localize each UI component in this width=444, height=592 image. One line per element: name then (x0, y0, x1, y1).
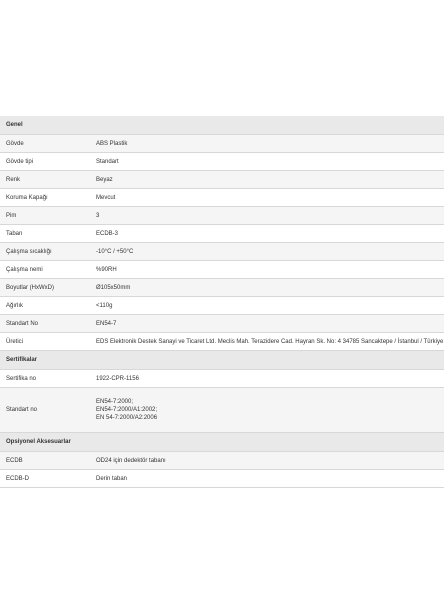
table-row (0, 333, 444, 351)
table-row (0, 153, 444, 171)
table-row (0, 370, 444, 388)
row-value: Mevcut (92, 189, 444, 207)
table-row (0, 315, 444, 333)
table-row (0, 388, 444, 433)
row-value: ABS Plastik (92, 135, 444, 153)
row-value: %90RH (92, 261, 444, 279)
row-value-line: EN54-7:2000; (96, 399, 134, 405)
row-value: EDS Elektronik Destek Sanayi ve Ticaret Ltd. Meclis Mah. Terazidere Cad. Hayran Sk. No: 4 34785 Sancaktepe / İstanbul / Türkiye (92, 333, 444, 351)
section-title: Sertifikalar (0, 351, 444, 370)
row-value-multiline (92, 388, 444, 433)
row-value: OD24 için dedektör tabanı (92, 452, 444, 470)
table-row (0, 243, 444, 261)
row-value: 3 (92, 207, 444, 225)
row-key: Pim (0, 207, 92, 225)
row-value: 1922-CPR-1156 (92, 370, 444, 388)
section-header-genel (0, 116, 444, 135)
table-row (0, 225, 444, 243)
row-value: Beyaz (92, 171, 444, 189)
row-key: Sertifika no (0, 370, 92, 388)
row-value: <110g (92, 297, 444, 315)
row-key: Gövde (0, 135, 92, 153)
row-value-line: EN 54-7:2000/A2:2006 (96, 415, 158, 421)
row-key: ECDB (0, 452, 92, 470)
table-row (0, 470, 444, 488)
row-key: Standart No (0, 315, 92, 333)
table-row (0, 189, 444, 207)
section-title: Genel (0, 116, 444, 135)
row-key: Çalışma sıcaklığı (0, 243, 92, 261)
table-row (0, 135, 444, 153)
row-key: ECDB-D (0, 470, 92, 488)
table-row (0, 207, 444, 225)
row-value: Standart (92, 153, 444, 171)
row-key: Standart no (0, 388, 92, 433)
row-value: -10°C / +50°C (92, 243, 444, 261)
row-value: ECDB-3 (92, 225, 444, 243)
row-key: Renk (0, 171, 92, 189)
spec-table (0, 116, 444, 488)
row-key: Taban (0, 225, 92, 243)
row-key: Ağırlık (0, 297, 92, 315)
table-row (0, 297, 444, 315)
table-row (0, 261, 444, 279)
row-value-line: EN54-7:2000/A1:2002; (96, 407, 158, 413)
table-row (0, 279, 444, 297)
row-value: Derin taban (92, 470, 444, 488)
row-key: Koruma Kapağı (0, 189, 92, 207)
section-header-sertifikalar (0, 351, 444, 370)
row-key: Boyutlar (HxWxD) (0, 279, 92, 297)
table-row (0, 452, 444, 470)
row-key: Üretici (0, 333, 92, 351)
section-title: Opsiyonel Aksesuarlar (0, 433, 444, 452)
row-key: Çalışma nemi (0, 261, 92, 279)
row-value: Ø105x50mm (92, 279, 444, 297)
row-value: EN54-7 (92, 315, 444, 333)
row-key: Gövde tipi (0, 153, 92, 171)
section-header-opsiyonel-aksesuarlar (0, 433, 444, 452)
table-row (0, 171, 444, 189)
